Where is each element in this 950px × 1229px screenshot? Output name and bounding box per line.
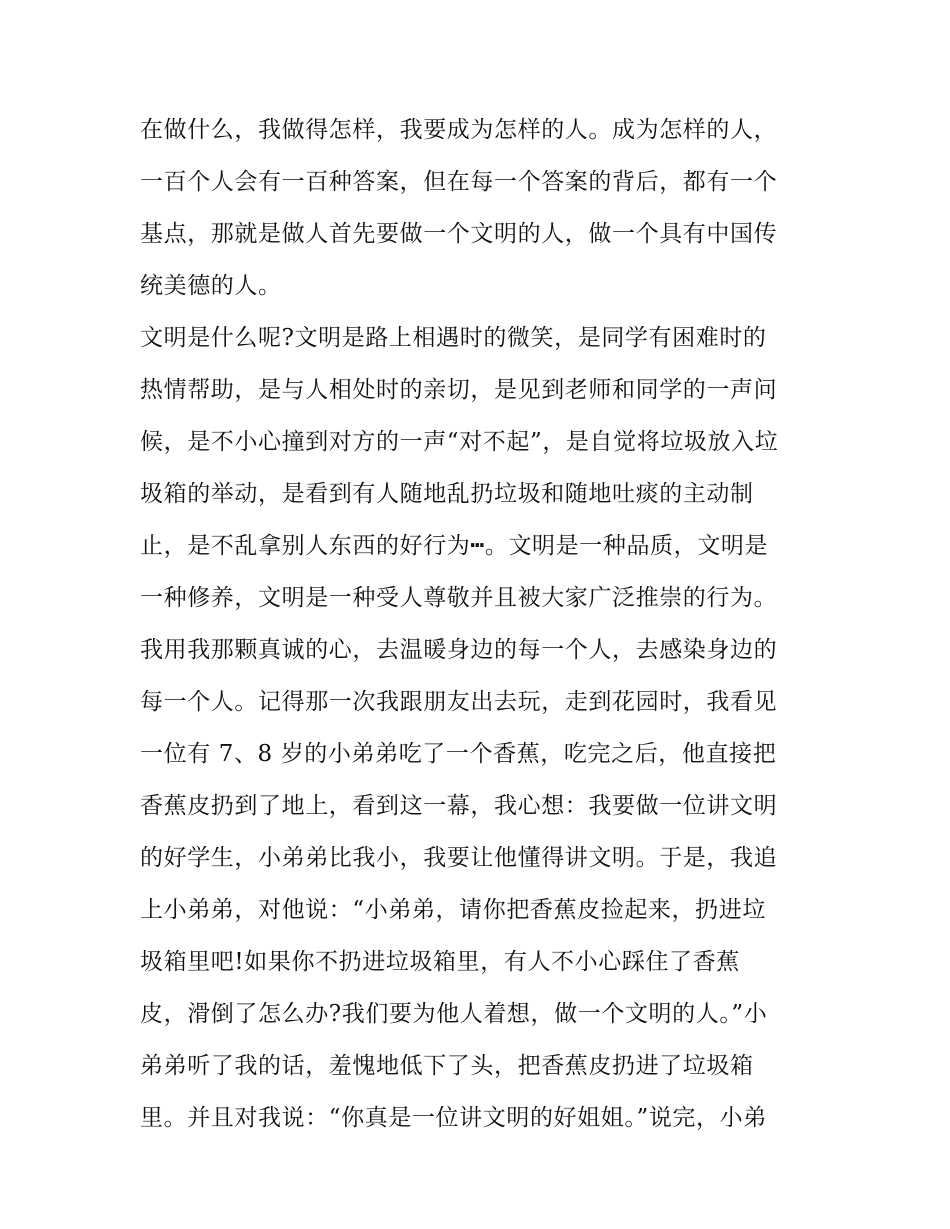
body-text xyxy=(140,104,820,1144)
text-line: 每一个人。记得那一次我跟朋友出去玩，走到花园时，我看见 xyxy=(140,689,778,715)
text-line: 皮，滑倒了怎么办?我们要为他人着想，做一个文明的人。”小 xyxy=(140,1001,768,1027)
text-line: 在做什么，我做得怎样，我要成为怎样的人。成为怎样的人， xyxy=(140,117,778,143)
text-line: 止，是不乱拿别人东西的好行为┅。文明是一种品质，文明是 xyxy=(140,533,769,559)
text-line: 一百个人会有一百种答案，但在每一个答案的背后，都有一个 xyxy=(140,169,778,195)
text-line: 热情帮助，是与人相处时的亲切，是见到老师和同学的一声问 xyxy=(140,377,778,403)
text-line: 统美德的人。 xyxy=(140,273,282,299)
text-line: 上小弟弟，对他说：“小弟弟，请你把香蕉皮捡起来，扔进垃 xyxy=(140,897,766,923)
text-line: 里。并且对我说：“你真是一位讲文明的好姐姐。”说完，小弟 xyxy=(140,1105,767,1131)
text-line: 文明是什么呢?文明是路上相遇时的微笑，是同学有困难时的 xyxy=(140,325,767,351)
text-line: 我用我那颗真诚的心，去温暖身边的每一个人，去感染身边的 xyxy=(140,637,778,663)
text-line: 圾箱里吧!如果你不扔进垃圾箱里，有人不小心踩住了香蕉 xyxy=(140,949,740,975)
text-line: 一位有 7、8 岁的小弟弟吃了一个香蕉，吃完之后，他直接把 xyxy=(140,741,777,767)
text-line: 的好学生，小弟弟比我小，我要让他懂得讲文明。于是，我追 xyxy=(140,845,778,871)
text-line: 圾箱的举动，是看到有人随地乱扔垃圾和随地吐痰的主动制 xyxy=(140,481,754,507)
text-line: 弟弟听了我的话，羞愧地低下了头，把香蕉皮扔进了垃圾箱 xyxy=(140,1053,754,1079)
text-line: 基点，那就是做人首先要做一个文明的人，做一个具有中国传 xyxy=(140,221,778,247)
text-line: 候，是不小心撞到对方的一声“对不起”，是自觉将垃圾放入垃 xyxy=(140,429,779,455)
text-line: 一种修养，文明是一种受人尊敬并且被大家广泛推崇的行为。 xyxy=(140,585,778,611)
text-line: 香蕉皮扔到了地上，看到这一幕，我心想：我要做一位讲文明 xyxy=(140,793,778,819)
